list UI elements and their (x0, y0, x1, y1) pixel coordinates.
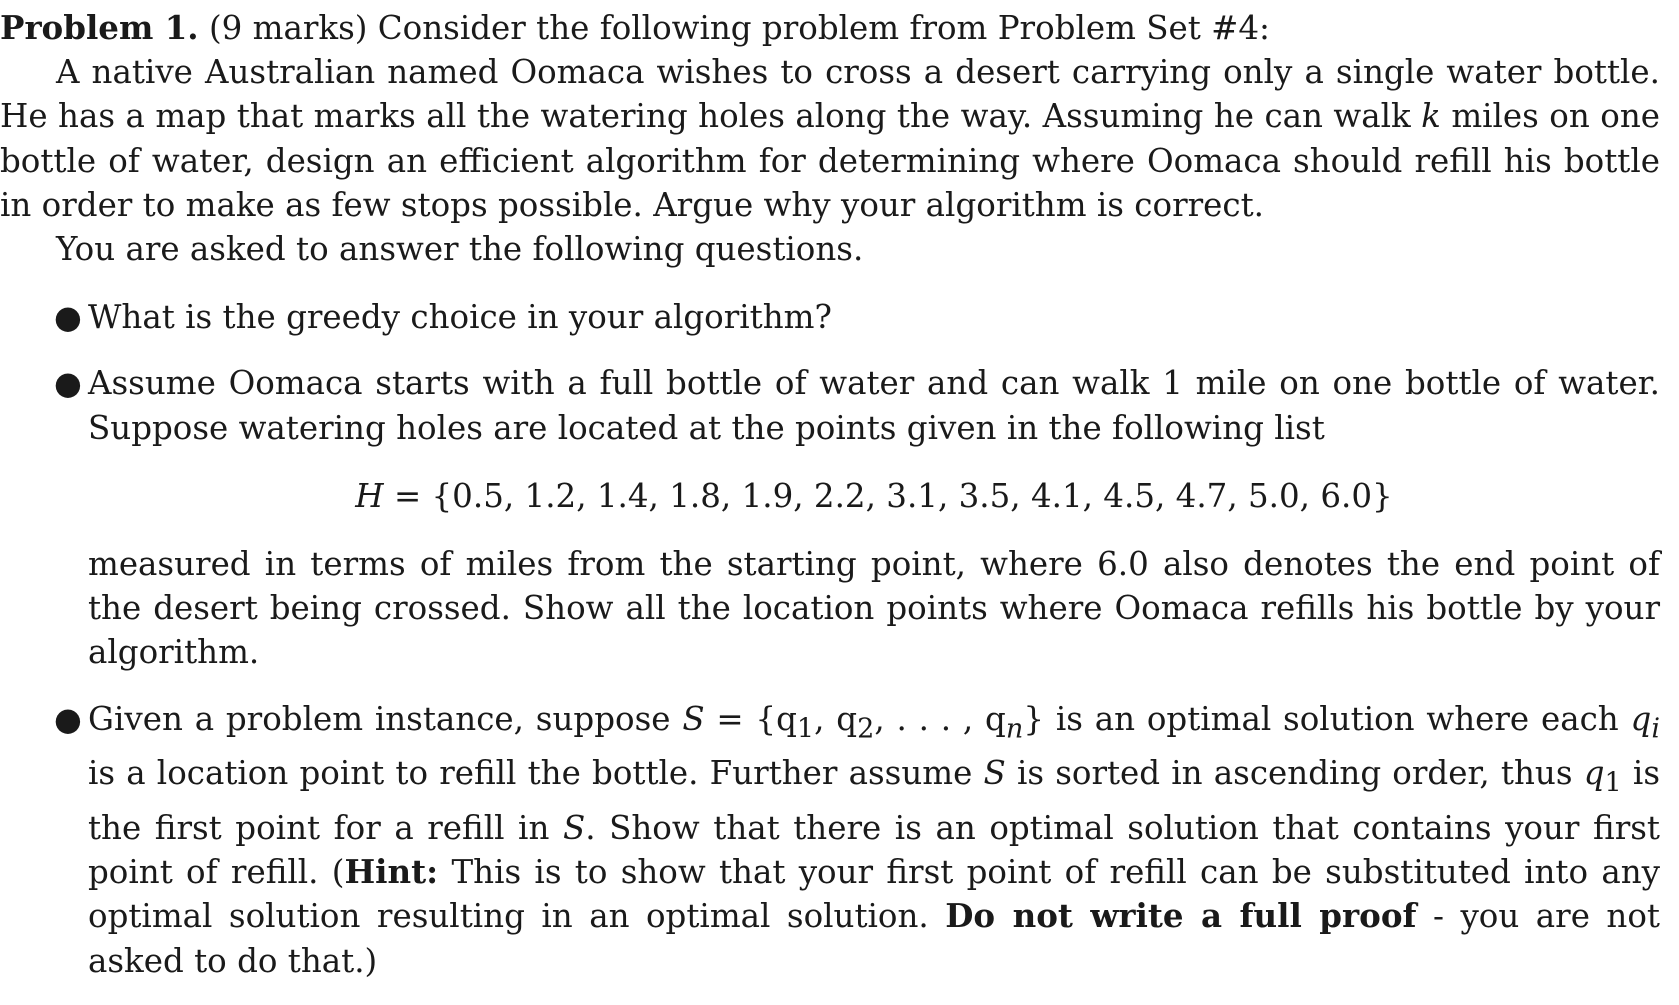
statement-text-b: miles on one bottle of water, design an efficient algorithm for determining where Oomaca should refill his bottle in order to make as few stops possible. Argue why your algorithm is correct. (0, 97, 1660, 224)
problem-statement (0, 50, 1660, 227)
question-2-text-b: measured in terms of miles from the starting point, where 6.0 also denotes the end point of the desert being crossed. Show all the location points where Oomaca refills his bottle by your algorithm. (88, 545, 1660, 672)
formula-set: = {0.5, 1.2, 1.4, 1.8, 1.9, 2.2, 3.1, 3.5, 4.1, 4.5, 4.7, 5.0, 6.0} (383, 476, 1393, 515)
formula-var-h: H (355, 476, 384, 515)
q3-set-close: } (1023, 699, 1045, 738)
problem-marks: (9 marks) (208, 9, 368, 47)
q3-part-h: - you are not asked to do that.) (88, 897, 1660, 980)
statement-var-k: k (1421, 97, 1441, 136)
question-greedy-choice (0, 295, 1660, 339)
q3-part-b: is an optimal solution where each (1044, 699, 1631, 738)
bullet-icon: ● (54, 364, 82, 403)
questions-intro: You are asked to answer the following questions. (56, 230, 864, 269)
q3-var-q: q (1630, 699, 1652, 738)
q3-part-d: is sorted in ascending order, thus (1005, 754, 1584, 793)
q3-part-c: is a location point to refill the bottle. Further assume (88, 754, 984, 793)
q3-sub-1: 1 (796, 713, 815, 745)
q3-sub-1b: 1 (1604, 767, 1622, 799)
question-3-text (88, 697, 1660, 983)
q3-var-s: S (682, 699, 705, 738)
q3-bold-note: Do not write a full proof (945, 896, 1417, 936)
watering-holes-formula (88, 474, 1660, 518)
q3-part-g: This is to show that your first point of refill can be substituted into any optimal solution resulting in an optimal solution. (88, 853, 1661, 936)
question-optimal-substitution (0, 697, 1660, 983)
q3-hint-label: Hint: (344, 852, 439, 892)
q3-sub-i: i (1651, 713, 1660, 745)
statement-text-a: A native Australian named Oomaca wishes to cross a desert carrying only a single water bottle. He has a map that marks all the watering holes along the way. Assuming he can walk (0, 53, 1660, 136)
questions-list (0, 295, 1660, 983)
bullet-icon: ● (54, 699, 82, 738)
q3-var-q1: q (1583, 754, 1605, 793)
q3-part-f: . Show that there is an optimal solution that contains your first point of refill. ( (88, 809, 1660, 892)
q3-sub-n: n (1005, 713, 1024, 745)
q3-part-e: is the first point for a refill in (88, 754, 1661, 848)
q3-var-s-3: S (562, 809, 586, 848)
problem-title: Problem 1. (0, 8, 199, 47)
q3-part-a: Given a problem instance, suppose (88, 699, 683, 738)
question-refill-points (0, 361, 1660, 674)
q3-var-s-2: S (983, 754, 1006, 793)
q3-sub-2: 2 (857, 713, 875, 745)
q3-comma-1: , q (814, 699, 858, 738)
problem-header (0, 6, 1660, 50)
q3-dots: , . . . , q (874, 699, 1006, 738)
question-2-text-a: Assume Oomaca starts with a full bottle of water and can walk 1 mile on one bottle of water. Suppose watering holes are located at the points given in the following list (88, 364, 1660, 447)
problem-lead: Consider the following problem from Problem Set #4: (377, 9, 1270, 47)
q3-set-open: = {q (704, 699, 797, 738)
question-1-text: What is the greedy choice in your algorithm? (88, 298, 832, 337)
bullet-icon: ● (54, 298, 82, 337)
